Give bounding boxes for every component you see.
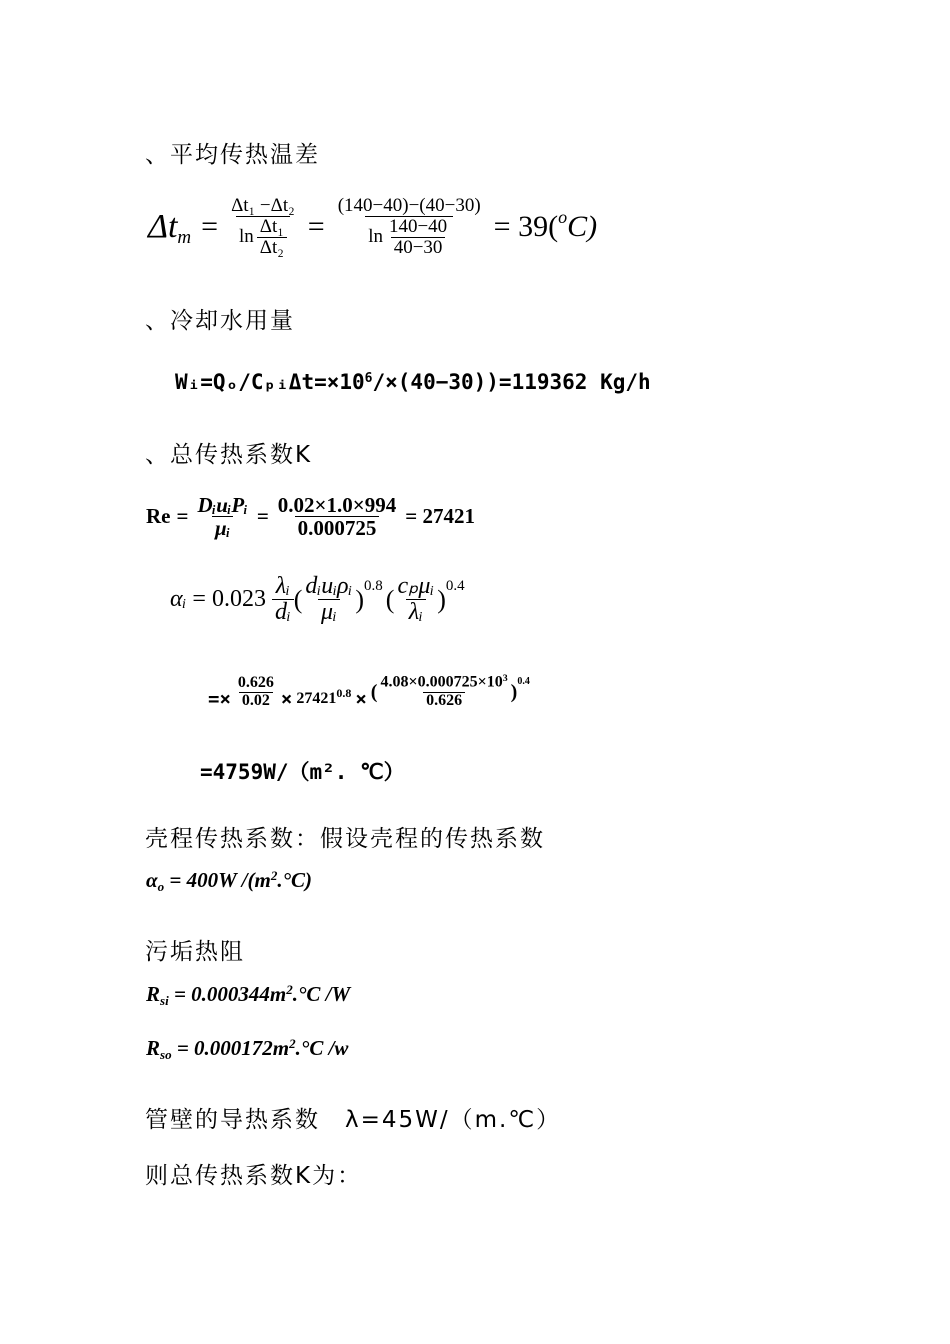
- eq-dt-fraction-numeric: [335, 196, 484, 258]
- alpha-i-paren-open: (: [293, 584, 303, 614]
- eq-dt-f1-inner: [257, 217, 287, 258]
- alpha-num-re-exp: 0.8: [336, 685, 352, 700]
- eq-dt-unit-o: o: [558, 207, 568, 228]
- alpha-num-times-1: ×: [280, 688, 293, 710]
- fouling-heading: 污垢热阻: [145, 939, 245, 965]
- alpha-i-exp2: 0.4: [445, 578, 465, 595]
- eq-dt-f1-num: Δt₁ −Δt₂: [231, 195, 295, 216]
- re-equals: =: [176, 504, 189, 529]
- alpha-i-f1-den: dᵢ: [272, 599, 294, 625]
- alpha-i-exp1: 0.8: [364, 578, 383, 595]
- alpha-num-f2: [377, 674, 510, 709]
- alpha-num-f2-den: 0.626: [423, 692, 465, 710]
- re-fraction-symbolic: [194, 494, 250, 539]
- alpha-i-result: =4759W/（m². ℃）: [200, 760, 405, 784]
- alpha-i-paren-open-2: (: [385, 584, 395, 614]
- equation-rso: $R_{so} = 0.000172m^2.^\circ C$ /w: [146, 1036, 349, 1063]
- re-fraction-numeric: [275, 494, 399, 539]
- equation-rsi: $R_{si} = 0.000344m^2.^\circ C$ /W: [146, 982, 351, 1009]
- alpha-num-exp: 0.4: [517, 675, 530, 687]
- alpha-i-f2: [302, 574, 355, 625]
- eq-dt-unit-c: C): [567, 209, 598, 243]
- water-part2: Δt=×10: [288, 370, 365, 394]
- alpha-i-paren-close-2: ): [437, 584, 446, 614]
- alpha-i-f2-num: dᵢuᵢρᵢ: [305, 573, 353, 599]
- alpha-i-paren-close: ): [355, 584, 365, 614]
- alpha-num-paren-open: (: [370, 680, 378, 703]
- shell-side-text: 壳程传热系数：假设壳程的传热系数: [145, 826, 545, 852]
- alpha-num-f1: [235, 675, 277, 710]
- cooling-water-equation: [175, 370, 651, 394]
- eq-equals: =: [201, 209, 219, 243]
- total-k-text: 则总传热系数K为：: [145, 1163, 363, 1189]
- eq-dt-fraction-symbolic: [228, 196, 298, 258]
- alpha-i-f3-num: cₚμᵢ: [397, 573, 435, 599]
- re-equals-2: =: [256, 504, 269, 529]
- re-den2: 0.000725: [295, 516, 380, 539]
- re-num2: 0.02×1.0×994: [277, 493, 397, 517]
- alpha-num-f1-num: 0.626: [237, 673, 274, 691]
- eq-dt-result: = 39(: [493, 209, 559, 243]
- alpha-i-f1: [272, 574, 294, 625]
- alpha-i-f1-num: λᵢ: [275, 573, 290, 599]
- wall-conductivity-text: 管壁的导热系数 λ=45W/（m.℃）: [145, 1107, 562, 1133]
- eq-equals-2: =: [307, 209, 325, 243]
- re-num: DᵢuᵢΡᵢ: [197, 493, 248, 517]
- alpha-i-f3: [394, 574, 437, 625]
- section-heading-overall-k: 、总传热系数K: [145, 442, 313, 468]
- alpha-i-f3-den: λᵢ: [406, 599, 426, 625]
- alpha-num-prefix: =×: [208, 688, 231, 710]
- water-part3: /×(40−30))=119362 Kg/h: [372, 370, 651, 394]
- eq-dt-f1-ln: ln: [238, 226, 254, 248]
- section-heading-cooling-water: 、冷却水用量: [145, 308, 295, 334]
- alpha-num-times-2: ×: [355, 688, 367, 710]
- section-heading-avg-temp-diff: 、平均传热温差: [145, 142, 320, 168]
- eq-dt-f1-den: [236, 216, 290, 258]
- alpha-num-f1-den: 0.02: [239, 692, 273, 710]
- re-lhs: Re: [146, 504, 171, 529]
- eq-dt-f2-ln: ln: [368, 226, 383, 248]
- equation-reynolds: [146, 494, 475, 539]
- equation-alpha-i: [170, 574, 465, 625]
- eq-dt-f2-inner: [386, 217, 450, 258]
- eq-dt-lhs-sub: m: [177, 226, 192, 248]
- eq-dt-f2-inner-den: 40−30: [391, 237, 446, 258]
- alpha-i-coef: = 0.023: [192, 586, 266, 613]
- equation-alpha-o: $\alpha_o = 400W$ $/(m^2.^\circ C)$: [146, 868, 312, 895]
- re-result: = 27421: [405, 504, 475, 529]
- alpha-i-f2-den: μᵢ: [318, 599, 340, 625]
- re-den: μᵢ: [212, 516, 233, 539]
- equation-alpha-numeric: [208, 674, 530, 710]
- alpha-i-lhs: αᵢ: [170, 586, 187, 613]
- eq-dt-lhs: Δt: [148, 207, 178, 245]
- eq-dt-f1-inner-num: Δt₁: [259, 215, 284, 237]
- eq-dt-f2-num: (140−40)−(40−30): [337, 195, 481, 216]
- equation-mean-temp-diff: [148, 196, 597, 258]
- alpha-num-paren-close: ): [510, 680, 518, 703]
- eq-dt-f2-den: [365, 216, 453, 258]
- alpha-num-re: 27421: [296, 690, 337, 707]
- water-exp: 6: [364, 370, 373, 386]
- eq-dt-f2-inner-num: 140−40: [388, 215, 448, 237]
- water-part1: Wᵢ=Qₒ/Cₚᵢ: [175, 370, 289, 394]
- eq-dt-f1-inner-den: Δt₂: [257, 237, 287, 258]
- alpha-num-f2-num: $4.08\times 0.000725\times 10^3$: [380, 673, 508, 691]
